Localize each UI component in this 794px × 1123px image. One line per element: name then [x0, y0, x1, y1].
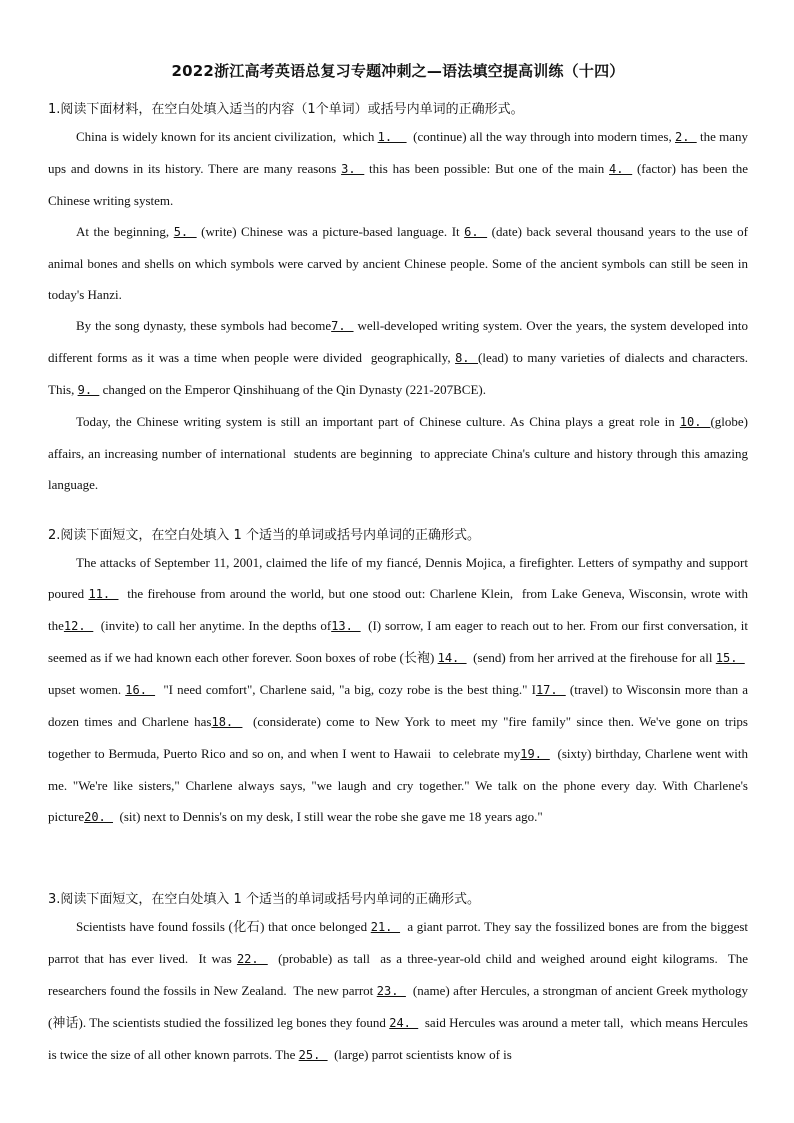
section-1-passage — [48, 121, 748, 500]
answer-blank: 19. — [520, 747, 550, 761]
paragraph: Today, the Chinese writing system is still an important part of Chinese culture. As China plays a great role in 10. (globe) affairs, an increasing number of international students are beginning to appreciate China's culture and history through this amazing language. — [48, 414, 748, 492]
paragraph: The attacks of September 11, 2001, claimed the life of my fiancé, Dennis Mojica, a firefighter. Letters of sympathy and support poured 11. the firehouse from around the world, but one stood out: Charlene Klein, from Lake Geneva, Wisconsin, wrote with the12. (invite) to call her anytime. In the depths of13. (I) sorrow, I am eager to reach out to her. From our first conversation, it seemed as if we had known each other forever. Soon boxes of robe (长袍) 14. (send) from her arrived at the firehouse for all 15. upset women. 16. "I need comfort", Charlene said, "a big, cozy robe is the best thing." I17. (travel) to Wisconsin more than a dozen times and Charlene has18. (considerate) come to New York to meet my "fire family" since then. We've gone on trips together to Bermuda, Puerto Rico and so on, and when I went to Hawaii to celebrate my19. (sixty) birthday, Charlene went with me. "We're like sisters," Charlene always says, "we laugh and cry together." We talk on the phone every day. With Charlene's picture20. (sit) next to Dennis's on my desk, I still wear the robe she gave me 18 years ago." — [48, 555, 748, 824]
answer-blank: 22. — [236, 952, 268, 966]
paragraph: China is widely known for its ancient civilization, which 1. (continue) all the way through into modern times, 2. the many ups and downs in its history. There are many reasons 3. this has been possible: But one of the main 4. (factor) has been the Chinese writing system. — [48, 129, 748, 208]
paragraph: Scientists have found fossils (化石) that once belonged 21. a giant parrot. They say the fossilized bones are from the biggest parrot that has ever lived. It was 22. (probable) as tall as a three-year-old child and weighed around eight kilograms. The researchers found the fossils in New Zealand. The new parrot 23. (name) after Hercules, a strongman of ancient Greek mythology (神话). The scientists studied the fossilized leg bones they found 24. said Hercules was around a meter tall, which means Hercules is twice the size of all other known parrots. The 25. (large) parrot scientists know of is — [48, 919, 749, 1062]
answer-blank: 3. — [341, 162, 365, 176]
answer-blank: 4. — [609, 162, 633, 176]
answer-blank: 23. — [376, 984, 406, 998]
answer-blank: 24. — [389, 1016, 419, 1030]
answer-blank: 14. — [437, 651, 467, 665]
answer-blank: 1. — [377, 130, 407, 144]
answer-blank: 16. — [125, 683, 156, 697]
section-3-instruction: 3.阅读下面短文，在空白处填入 1 个适当的单词或括号内单词的正确形式。 — [48, 892, 480, 907]
paragraph: At the beginning, 5. (write) Chinese was a picture-based language. It 6. (date) back several thousand years to the use of animal bones and shells on which symbols were carved by ancient Chinese people. Some of the ancient symbols can still be seen in today's Hanzi. — [48, 224, 748, 302]
section-2-instruction: 2.阅读下面短文，在空白处填入 1 个适当的单词或括号内单词的正确形式。 — [48, 528, 480, 543]
answer-blank: 15. — [715, 651, 745, 665]
answer-blank: 25. — [298, 1048, 328, 1062]
answer-blank: 12. — [63, 619, 94, 633]
answer-blank: 2. — [675, 130, 697, 144]
answer-blank: 5. — [173, 225, 197, 239]
answer-blank: 10. — [679, 415, 711, 429]
answer-blank: 11. — [88, 587, 119, 601]
answer-blank: 18. — [211, 715, 243, 729]
section-1-instruction: 1.阅读下面材料，在空白处填入适当的内容（1个单词）或括号内单词的正确形式。 — [48, 102, 524, 117]
paragraph: By the song dynasty, these symbols had become7. well-developed writing system. Over the years, the system developed into different forms as it was a time when people were divided geographically, 8. (lead) to many varieties of dialects and characters. This, 9. changed on the Emperor Qinshihuang of the Qin Dynasty (221-207BCE). — [48, 318, 749, 397]
section-2-passage — [48, 547, 748, 833]
answer-blank: 7. — [331, 319, 354, 333]
page-title: 2022浙江高考英语总复习专题冲刺之—语法填空提高训练（十四） — [171, 62, 625, 80]
answer-blank: 21. — [370, 920, 401, 934]
answer-blank: 17. — [535, 683, 566, 697]
answer-blank: 20. — [84, 810, 113, 824]
section-3-passage — [48, 911, 748, 1071]
answer-blank: 6. — [464, 225, 488, 239]
answer-blank: 13. — [331, 619, 361, 633]
answer-blank: 9. — [77, 383, 100, 397]
answer-blank: 8. — [455, 351, 478, 365]
